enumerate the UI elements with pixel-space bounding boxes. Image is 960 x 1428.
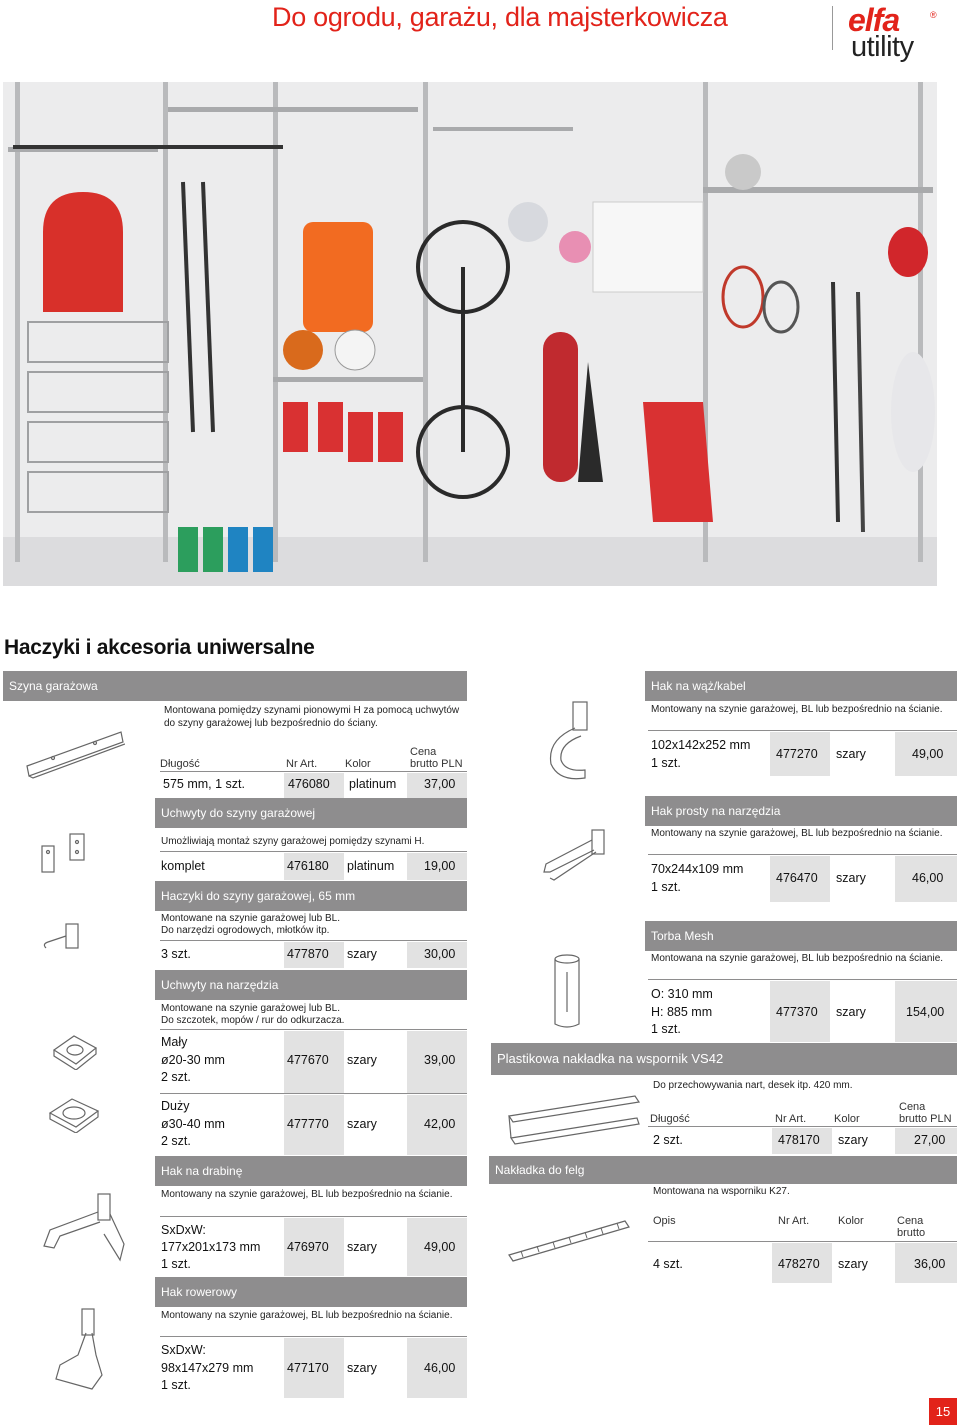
col-header-color: Kolor xyxy=(345,758,371,770)
product-desc: Montowany na szynie garażowej, BL lub bezpośrednio na ścianie. xyxy=(161,1189,453,1200)
row-art-number: 477170 xyxy=(287,1361,329,1375)
row-desc: komplet xyxy=(161,859,205,873)
col-header-length: Długość xyxy=(160,758,200,770)
divider xyxy=(160,771,467,772)
rail-icon xyxy=(25,730,125,785)
row-price: 36,00 xyxy=(914,1257,946,1271)
row-color: szary xyxy=(347,1053,377,1067)
product-bar-haczyki: Haczyki do szyny garażowej, 65 mm xyxy=(155,881,467,911)
divider xyxy=(648,730,957,731)
row-desc: 3 szt. xyxy=(161,947,191,961)
product-desc: Montowane na szynie garażowej lub BL. xyxy=(161,913,340,924)
col-header-color: Kolor xyxy=(838,1215,864,1227)
row-desc-line1: SxDxW: xyxy=(161,1223,206,1237)
brand-subtitle: utility xyxy=(851,31,914,63)
divider xyxy=(160,1029,467,1030)
product-desc: Montowana na wsporniku K27. xyxy=(653,1186,790,1197)
rim-cover-icon xyxy=(505,1215,635,1270)
row-art-number: 477770 xyxy=(287,1117,329,1131)
row-color: szary xyxy=(347,947,377,961)
row-art-number: 478270 xyxy=(778,1257,820,1271)
brand-logo: elfa xyxy=(848,2,900,38)
row-art-number: 476970 xyxy=(287,1240,329,1254)
row-desc-line1: O: 310 mm xyxy=(651,987,713,1001)
row-price: 19,00 xyxy=(424,859,456,873)
row-color: szary xyxy=(347,1117,377,1131)
row-price: 39,00 xyxy=(424,1053,456,1067)
row-art-number: 477870 xyxy=(287,947,329,961)
product-bar-rowerowy: Hak rowerowy xyxy=(155,1277,467,1307)
row-desc-line2: ø20-30 mm xyxy=(161,1053,225,1067)
product-bar-uchwyty-narzedzia: Uchwyty na narzędzia xyxy=(155,970,467,1000)
row-desc-line1: SxDxW: xyxy=(161,1343,206,1357)
row-price: 49,00 xyxy=(912,747,944,761)
row-color: szary xyxy=(347,1361,377,1375)
product-desc: Montowana pomiędzy szynami pionowymi H za pomocą uchwytów do szyny garażowej lub bezpośrednio do ściany. xyxy=(164,705,460,729)
row-price: 46,00 xyxy=(424,1361,456,1375)
hose-hook-icon xyxy=(545,698,605,793)
bracket-icon xyxy=(38,830,98,881)
product-bar-felg: Nakładka do felg xyxy=(489,1156,957,1184)
product-desc: Montowane na szynie garażowej lub BL. xyxy=(161,1003,340,1014)
product-bar-uchwyty-szyny: Uchwyty do szyny garażowej xyxy=(155,798,467,828)
page-header-title: Do ogrodu, garażu, dla majsterkowicza xyxy=(272,2,728,32)
row-art-number: 476180 xyxy=(287,859,329,873)
row-color: szary xyxy=(838,1133,868,1147)
row-desc-line2: 1 szt. xyxy=(651,880,681,894)
row-color: szary xyxy=(347,1240,377,1254)
col-header-desc: Opis xyxy=(653,1215,676,1227)
row-desc-line3: 1 szt. xyxy=(161,1378,191,1392)
divider xyxy=(160,1093,467,1094)
row-color: platinum xyxy=(347,859,395,873)
row-desc-line3: 1 szt. xyxy=(161,1257,191,1271)
tool-holder-small-icon xyxy=(50,1030,100,1075)
row-art-number: 476470 xyxy=(776,871,818,885)
col-header-art: Nr Art. xyxy=(778,1215,810,1227)
row-price: 154,00 xyxy=(906,1005,945,1019)
product-desc: Umożliwiają montaż szyny garażowej pomiędzy szynami H. xyxy=(161,836,425,847)
product-desc: Do przechowywania nart, desek itp. 420 mm. xyxy=(653,1080,853,1091)
row-price: 30,00 xyxy=(424,947,456,961)
col-header-art: Nr Art. xyxy=(775,1113,807,1125)
col-header-color: Kolor xyxy=(834,1113,860,1125)
garage-storage-photo xyxy=(3,82,937,586)
product-desc: Montowany na szynie garażowej, BL lub bezpośrednio na ścianie. xyxy=(161,1310,453,1321)
col-header-price-2: brutto PLN xyxy=(899,1113,952,1125)
divider xyxy=(160,940,467,941)
ladder-hook-icon xyxy=(40,1190,130,1275)
col-header-length: Długość xyxy=(650,1113,690,1125)
registered-mark: ® xyxy=(930,10,937,20)
col-header-price-2: brutto PLN xyxy=(410,758,463,770)
row-desc-line3: 1 szt. xyxy=(651,1022,681,1036)
row-desc-line1: Mały xyxy=(161,1035,188,1049)
row-desc-line2: ø30-40 mm xyxy=(161,1117,225,1131)
row-price: 46,00 xyxy=(912,871,944,885)
row-price: 49,00 xyxy=(424,1240,456,1254)
row-desc-line2: 177x201x173 mm xyxy=(161,1240,261,1254)
product-bar-drabina: Hak na drabinę xyxy=(155,1156,467,1186)
product-desc-2: Do narzędzi ogrodowych, młotków itp. xyxy=(161,925,330,936)
row-desc-line1: 70x244x109 mm xyxy=(651,862,744,876)
divider xyxy=(648,1241,957,1242)
page-number: 15 xyxy=(929,1398,957,1425)
hook-icon xyxy=(40,920,85,960)
row-color: szary xyxy=(838,1257,868,1271)
product-desc: Montowany na szynie garażowej, BL lub bezpośrednio na ścianie. xyxy=(651,704,943,715)
logo-divider xyxy=(832,6,833,50)
row-price: 27,00 xyxy=(914,1133,946,1147)
row-price: 42,00 xyxy=(424,1117,456,1131)
row-desc-line1: 102x142x252 mm xyxy=(651,738,751,752)
product-bar-torba: Torba Mesh xyxy=(645,921,957,951)
row-desc: 4 szt. xyxy=(653,1257,683,1271)
product-bar-vs42: Plastikowa nakładka na wspornik VS42 xyxy=(491,1043,957,1075)
row-desc-line1: Duży xyxy=(161,1099,190,1113)
col-header-price: Cena xyxy=(410,746,437,758)
row-art-number: 477370 xyxy=(776,1005,818,1019)
row-color: szary xyxy=(836,871,866,885)
divider xyxy=(648,1126,957,1127)
row-price: 37,00 xyxy=(424,777,456,791)
tool-holder-large-icon xyxy=(46,1093,102,1138)
row-desc: 2 szt. xyxy=(653,1133,683,1147)
col-header-price: Cena xyxy=(897,1215,924,1227)
row-desc-line2: 98x147x279 mm xyxy=(161,1361,254,1375)
product-desc: Montowana na szynie garażowej, BL lub bezpośrednio na ścianie. xyxy=(651,953,944,964)
divider xyxy=(160,1336,467,1337)
row-desc-line2: H: 885 mm xyxy=(651,1005,713,1019)
bracket-cover-icon xyxy=(505,1092,645,1157)
mesh-bag-icon xyxy=(552,952,582,1037)
col-header-price-2: brutto xyxy=(897,1227,926,1239)
divider xyxy=(160,851,467,852)
product-bar-szyna: Szyna garażowa xyxy=(3,671,467,701)
row-color: szary xyxy=(836,747,866,761)
col-header-art: Nr Art. xyxy=(286,758,318,770)
row-color: szary xyxy=(836,1005,866,1019)
row-art-number: 478170 xyxy=(778,1133,820,1147)
row-desc: 575 mm, 1 szt. xyxy=(163,777,245,791)
row-art-number: 477270 xyxy=(776,747,818,761)
row-art-number: 476080 xyxy=(288,777,330,791)
row-desc-line3: 2 szt. xyxy=(161,1070,191,1084)
divider xyxy=(648,854,957,855)
product-bar-waz: Hak na wąż/kabel xyxy=(645,671,957,701)
bike-hook-icon xyxy=(52,1305,112,1400)
row-desc-line2: 1 szt. xyxy=(651,756,681,770)
section-title: Haczyki i akcesoria uniwersalne xyxy=(4,636,315,659)
straight-hook-icon xyxy=(540,826,610,891)
divider xyxy=(160,1216,467,1217)
row-color: platinum xyxy=(349,777,397,791)
product-desc: Montowany na szynie garażowej, BL lub bezpośrednio na ścianie. xyxy=(651,828,943,839)
row-desc-line3: 2 szt. xyxy=(161,1134,191,1148)
product-desc-2: Do szczotek, mopów / rur do odkurzacza. xyxy=(161,1015,345,1026)
product-bar-prosty: Hak prosty na narzędzia xyxy=(645,796,957,826)
divider xyxy=(648,979,957,980)
row-art-number: 477670 xyxy=(287,1053,329,1067)
col-header-price: Cena xyxy=(899,1101,926,1113)
